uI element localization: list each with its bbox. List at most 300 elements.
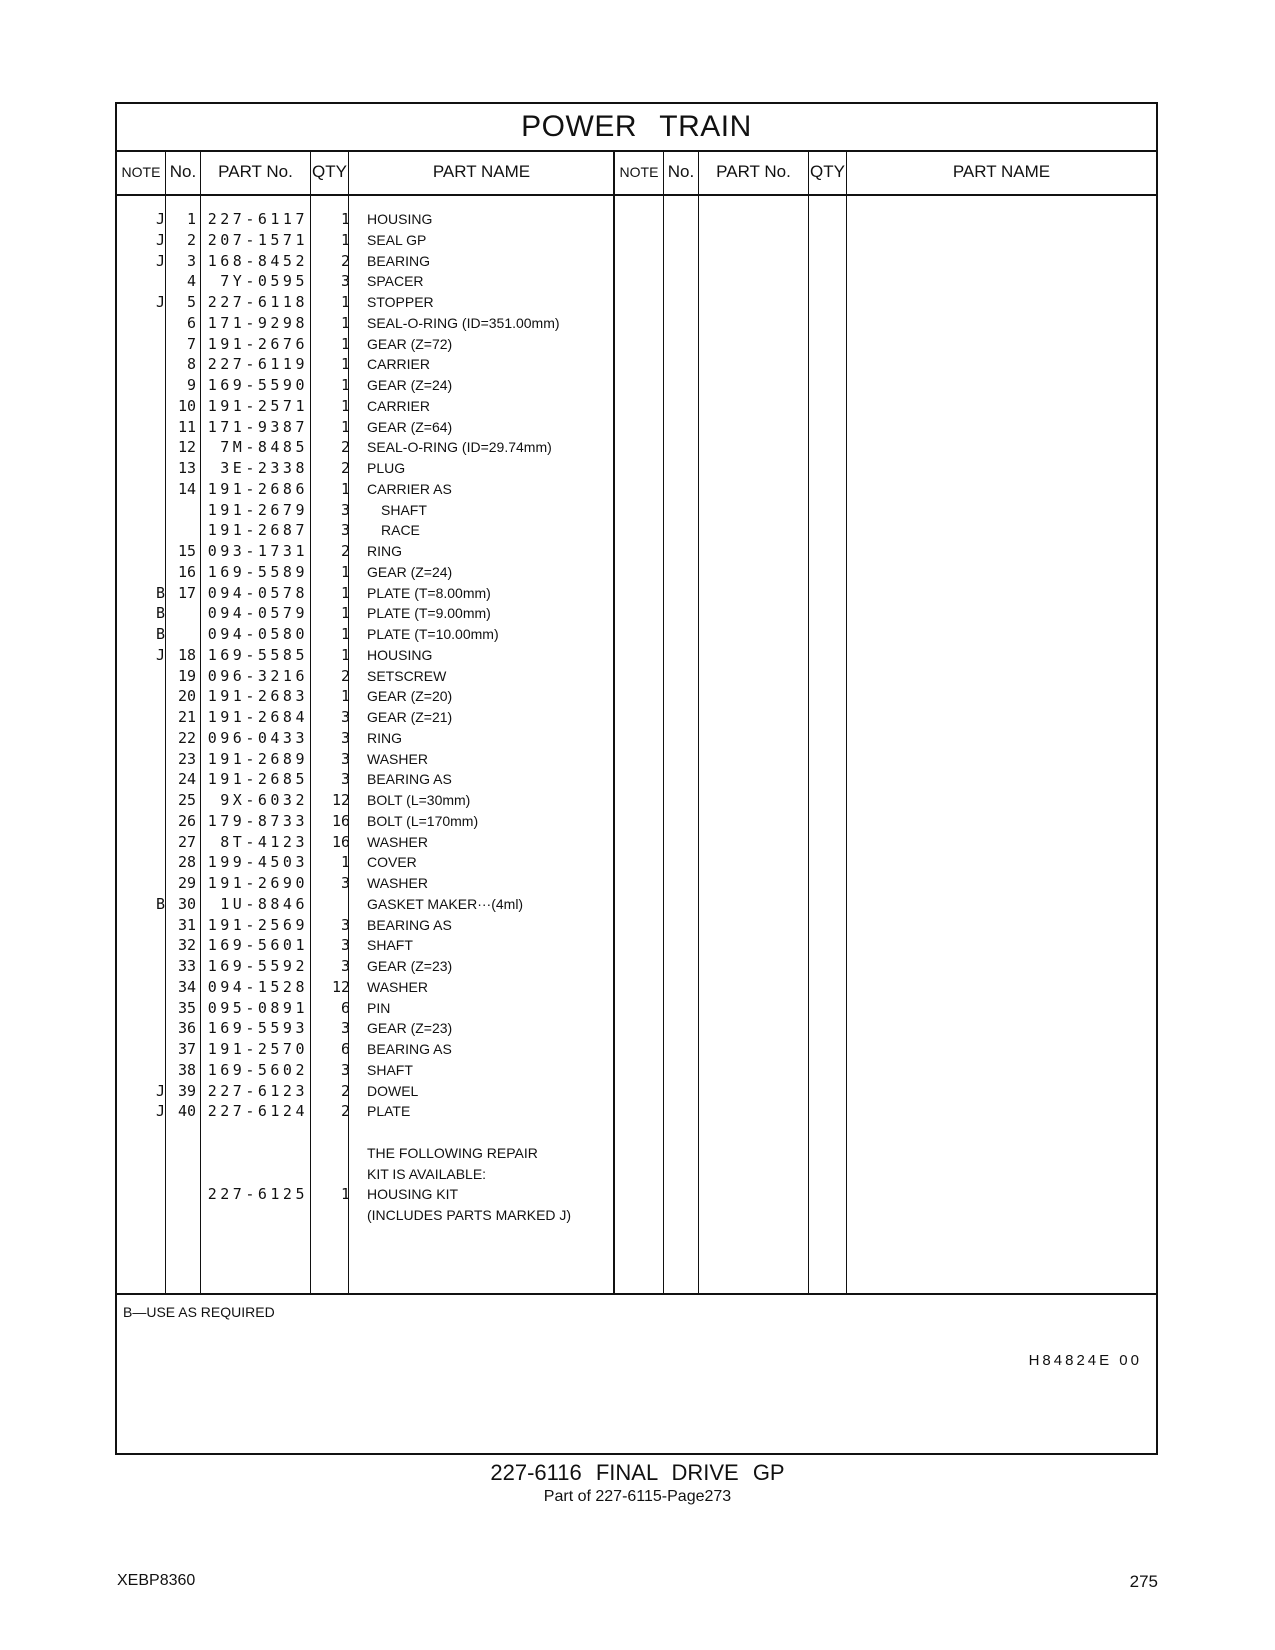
quantity-cell: 1 xyxy=(340,645,350,664)
part-number-cell: 168-8452 xyxy=(207,251,308,270)
part-number-cell: 096-3216 xyxy=(207,666,308,685)
quantity-cell xyxy=(318,893,350,915)
item-number-cell: 15 xyxy=(177,542,196,560)
note-cell: B xyxy=(155,604,165,623)
quantity-cell: 6 xyxy=(340,998,350,1017)
part-number-cell xyxy=(202,1204,308,1226)
document-id: XEBP8360 xyxy=(117,1572,196,1589)
part-name-cell: SETSCREW xyxy=(367,667,447,684)
table-row xyxy=(117,1121,613,1143)
note-cell xyxy=(117,706,165,728)
part-name-cell: SEAL GP xyxy=(367,231,427,248)
part-name-cell: GEAR (Z=24) xyxy=(367,563,453,580)
note-cell xyxy=(117,519,165,541)
part-number-cell: 191-2571 xyxy=(207,396,308,415)
table-row xyxy=(117,893,613,915)
quantity-cell: 3 xyxy=(340,915,350,934)
group-caption-sub: Part of 227-6115-Page273 xyxy=(543,1488,732,1505)
part-name-cell: BEARING xyxy=(367,252,431,269)
part-number-cell xyxy=(202,1142,308,1164)
quantity-cell: 3 xyxy=(340,957,350,975)
part-number-cell: 094-0580 xyxy=(207,625,308,643)
item-number-cell xyxy=(166,602,196,624)
part-number-cell: 169-5589 xyxy=(207,562,308,581)
item-number-cell: 10 xyxy=(177,396,196,415)
item-number-cell: 14 xyxy=(177,479,196,498)
table-row xyxy=(117,851,613,873)
part-name-cell: SHAFT xyxy=(367,1061,413,1078)
note-cell: J xyxy=(155,210,165,228)
part-number-cell: 7Y-0595 xyxy=(220,272,308,291)
table-row xyxy=(117,1183,613,1205)
header-note-left: NOTE xyxy=(121,164,161,180)
quantity-cell: 1 xyxy=(340,396,350,415)
part-name-cell: BOLT (L=170mm) xyxy=(367,812,479,829)
quantity-cell: 3 xyxy=(340,874,350,892)
table-row xyxy=(117,665,613,687)
note-cell xyxy=(117,1121,165,1143)
table-row xyxy=(117,623,613,645)
part-name-cell: GASKET MAKER···(4ml) xyxy=(367,895,524,912)
header-part-name-left: PART NAME xyxy=(432,162,531,181)
part-number-cell: 227-6125 xyxy=(207,1185,308,1204)
parts-list xyxy=(117,194,1156,1293)
table-row xyxy=(117,478,613,500)
quantity-cell: 2 xyxy=(340,666,350,685)
note-cell xyxy=(117,1163,165,1185)
page-number: 275 xyxy=(1129,1572,1158,1591)
table-row xyxy=(117,250,613,272)
note-cell xyxy=(117,872,165,894)
item-number-cell: 2 xyxy=(186,230,196,249)
table-row xyxy=(117,748,613,770)
part-number-cell xyxy=(202,1121,308,1143)
item-number-cell: 35 xyxy=(177,998,196,1017)
quantity-cell: 3 xyxy=(340,1060,350,1079)
table-row xyxy=(117,1204,613,1226)
part-name-cell: GEAR (Z=20) xyxy=(367,688,453,705)
part-number-cell: 227-6118 xyxy=(207,293,308,311)
table-row xyxy=(117,1080,613,1102)
item-number-cell: 1 xyxy=(186,210,196,228)
item-number-cell: 38 xyxy=(177,1060,196,1079)
note-cell xyxy=(117,955,165,977)
note-cell xyxy=(117,1059,165,1081)
header-part-name-right: PART NAME xyxy=(952,162,1051,181)
part-number-cell: 191-2569 xyxy=(207,915,308,934)
item-number-cell xyxy=(166,1204,196,1226)
part-name-cell: HOUSING xyxy=(367,646,433,663)
header-note-right: NOTE xyxy=(619,164,659,180)
part-name-cell: WASHER xyxy=(367,978,428,995)
note-cell xyxy=(117,1204,165,1226)
table-row xyxy=(117,1100,613,1122)
quantity-cell: 2 xyxy=(340,459,350,477)
part-name-cell: THE FOLLOWING REPAIR xyxy=(367,1144,538,1161)
item-number-cell: 37 xyxy=(177,1040,196,1058)
quantity-cell: 1 xyxy=(340,417,350,436)
item-number-cell: 12 xyxy=(177,438,196,457)
part-name-cell: CARRIER AS xyxy=(367,480,452,497)
part-name-cell: CARRIER xyxy=(367,356,431,373)
part-name-cell: SEAL-O-RING (ID=29.74mm) xyxy=(367,439,552,456)
part-number-cell: 199-4503 xyxy=(207,853,308,872)
note-cell xyxy=(117,478,165,500)
table-row xyxy=(117,976,613,998)
quantity-cell: 3 xyxy=(340,936,350,955)
part-name-cell: BEARING AS xyxy=(367,1041,452,1057)
part-name-cell: RING xyxy=(367,543,402,559)
table-row xyxy=(117,229,613,251)
item-number-cell: 11 xyxy=(177,417,196,436)
table-row xyxy=(117,353,613,375)
note-cell xyxy=(117,436,165,458)
item-number-cell: 7 xyxy=(186,334,196,353)
part-name-cell: SEAL-O-RING (ID=351.00mm) xyxy=(367,314,560,331)
note-cell xyxy=(117,914,165,936)
note-cell xyxy=(117,540,165,562)
part-name-cell: GEAR (Z=21) xyxy=(367,709,453,725)
note-cell: J xyxy=(155,1081,165,1100)
part-name-cell: PLATE xyxy=(367,1103,411,1120)
part-number-cell: 191-2689 xyxy=(207,749,308,768)
part-name-cell: KIT IS AVAILABLE: xyxy=(367,1165,487,1182)
note-cell xyxy=(117,1183,165,1205)
table-row xyxy=(117,291,613,313)
note-cell xyxy=(117,831,165,853)
quantity-cell xyxy=(318,1142,350,1164)
group-caption: 227-6116 FINAL DRIVE GP xyxy=(490,1460,785,1485)
part-number-cell: 227-6124 xyxy=(207,1102,308,1121)
part-number-cell: 094-0578 xyxy=(207,583,308,602)
part-number-cell: 191-2686 xyxy=(207,479,308,498)
table-row xyxy=(117,602,613,624)
note-cell: B xyxy=(155,583,165,602)
item-number-cell xyxy=(166,623,196,645)
part-name-cell: BEARING AS xyxy=(367,771,452,788)
part-number-cell: 9X-6032 xyxy=(220,791,308,809)
table-row xyxy=(117,333,613,355)
item-number-cell: 28 xyxy=(177,853,196,872)
drawing-code: H84824E 00 xyxy=(1028,1352,1142,1369)
item-number-cell xyxy=(166,499,196,521)
note-cell xyxy=(117,374,165,396)
note-cell xyxy=(117,561,165,583)
part-number-cell: 191-2687 xyxy=(207,521,308,540)
part-name-cell: COVER xyxy=(367,854,417,871)
quantity-cell: 1 xyxy=(340,687,350,706)
part-name-cell: GEAR (Z=23) xyxy=(367,958,453,974)
part-name-cell: BOLT (L=30mm) xyxy=(367,792,471,808)
part-name-cell: PLATE (T=8.00mm) xyxy=(367,584,491,601)
part-name-cell: PLUG xyxy=(367,460,406,476)
quantity-cell xyxy=(318,1163,350,1185)
item-number-cell xyxy=(166,519,196,541)
table-row xyxy=(117,582,613,604)
item-number-cell: 9 xyxy=(186,376,196,394)
quantity-cell: 1 xyxy=(340,334,350,353)
table-row xyxy=(117,934,613,956)
part-number-cell: 191-2570 xyxy=(207,1040,308,1058)
part-number-cell: 191-2679 xyxy=(207,500,308,519)
part-number-cell: 169-5601 xyxy=(207,936,308,955)
part-name-cell: (INCLUDES PARTS MARKED J) xyxy=(367,1207,572,1223)
item-number-cell: 21 xyxy=(177,708,196,726)
item-number-cell: 30 xyxy=(177,894,196,913)
part-name-cell: DOWEL xyxy=(367,1082,419,1099)
part-number-cell: 093-1731 xyxy=(207,542,308,560)
quantity-cell: 1 xyxy=(340,853,350,872)
part-name-cell: WASHER xyxy=(367,875,428,891)
quantity-cell: 1 xyxy=(340,625,350,643)
quantity-cell: 1 xyxy=(340,355,350,374)
parts-table-frame xyxy=(115,102,1158,1455)
page-title: POWER TRAIN xyxy=(117,104,1156,152)
table-row xyxy=(117,997,613,1019)
item-number-cell: 24 xyxy=(177,770,196,789)
part-number-cell: 191-2684 xyxy=(207,708,308,726)
table-row xyxy=(117,457,613,479)
part-number-cell: 8T-4123 xyxy=(220,832,308,851)
note-cell xyxy=(117,748,165,770)
part-number-cell: 169-5593 xyxy=(207,1019,308,1038)
part-number-cell: 1U-8846 xyxy=(220,894,308,913)
note-cell xyxy=(117,976,165,998)
part-name-cell: SHAFT xyxy=(367,937,413,954)
item-number-cell: 32 xyxy=(177,936,196,955)
item-number-cell: 4 xyxy=(186,272,196,291)
note-cell xyxy=(117,727,165,749)
quantity-cell: 1 xyxy=(340,1185,350,1204)
table-row xyxy=(117,1059,613,1081)
note-cell xyxy=(117,312,165,334)
table-row xyxy=(117,727,613,749)
part-name-cell: HOUSING KIT xyxy=(367,1186,459,1203)
part-number-cell: 7M-8485 xyxy=(220,438,308,457)
quantity-cell: 1 xyxy=(340,230,350,249)
part-number-cell: 191-2685 xyxy=(207,770,308,789)
note-cell: J xyxy=(155,645,165,664)
quantity-cell: 3 xyxy=(340,521,350,540)
part-number-cell: 207-1571 xyxy=(207,230,308,249)
item-number-cell: 33 xyxy=(177,957,196,975)
quantity-cell: 1 xyxy=(340,479,350,498)
table-row xyxy=(117,685,613,707)
part-number-cell: 169-5590 xyxy=(207,376,308,394)
note-cell xyxy=(117,1142,165,1164)
part-name-cell xyxy=(367,1121,637,1143)
note-cell xyxy=(117,416,165,438)
part-name-cell: BEARING AS xyxy=(367,916,452,933)
item-number-cell: 39 xyxy=(177,1081,196,1100)
part-name-cell: WASHER xyxy=(367,833,428,850)
item-number-cell: 16 xyxy=(177,562,196,581)
part-number-cell: 095-0891 xyxy=(207,998,308,1017)
part-name-cell: CARRIER xyxy=(367,397,431,414)
part-number-cell: 3E-2338 xyxy=(220,459,308,477)
note-cell xyxy=(117,1038,165,1060)
quantity-cell: 2 xyxy=(340,542,350,560)
quantity-cell: 1 xyxy=(340,210,350,228)
item-number-cell: 5 xyxy=(186,293,196,311)
item-number-cell xyxy=(166,1183,196,1205)
table-row xyxy=(117,312,613,334)
note-cell xyxy=(117,395,165,417)
table-row xyxy=(117,810,613,832)
table-row xyxy=(117,955,613,977)
quantity-cell: 1 xyxy=(340,293,350,311)
table-row xyxy=(117,540,613,562)
quantity-cell: 1 xyxy=(340,313,350,332)
item-number-cell: 19 xyxy=(177,666,196,685)
item-number-cell: 20 xyxy=(177,687,196,706)
item-number-cell: 40 xyxy=(177,1102,196,1121)
part-name-cell: RING xyxy=(367,729,402,746)
part-number-cell: 191-2690 xyxy=(207,874,308,892)
header-no-left: No. xyxy=(169,162,197,181)
note-cell: B xyxy=(155,625,165,643)
item-number-cell: 3 xyxy=(186,251,196,270)
table-row xyxy=(117,768,613,790)
item-number-cell xyxy=(166,1121,196,1143)
quantity-cell: 12 xyxy=(331,791,350,809)
quantity-cell: 2 xyxy=(340,1081,350,1100)
part-name-cell: GEAR (Z=24) xyxy=(367,377,453,393)
table-header xyxy=(117,150,1156,196)
table-row xyxy=(117,561,613,583)
header-qty-left: QTY xyxy=(312,162,347,181)
part-name-cell: GEAR (Z=72) xyxy=(367,335,453,352)
footnote: B—USE AS REQUIRED xyxy=(123,1304,275,1320)
note-cell xyxy=(117,457,165,479)
part-number-cell: 179-8733 xyxy=(207,811,308,830)
item-number-cell: 27 xyxy=(177,832,196,851)
part-name-cell: GEAR (Z=64) xyxy=(367,418,453,435)
table-row xyxy=(117,395,613,417)
quantity-cell: 3 xyxy=(340,749,350,768)
item-number-cell: 34 xyxy=(177,977,196,996)
item-number-cell: 17 xyxy=(177,583,196,602)
quantity-cell: 16 xyxy=(331,811,350,830)
quantity-cell: 12 xyxy=(331,977,350,996)
table-row xyxy=(117,1163,613,1185)
part-number-cell: 169-5602 xyxy=(207,1060,308,1079)
part-name-cell: SHAFT xyxy=(381,501,427,518)
item-number-cell: 22 xyxy=(177,728,196,747)
item-number-cell: 13 xyxy=(177,459,196,477)
quantity-cell: 3 xyxy=(340,272,350,291)
quantity-cell: 1 xyxy=(340,376,350,394)
item-number-cell: 18 xyxy=(177,645,196,664)
part-number-cell: 169-5585 xyxy=(207,645,308,664)
part-number-cell: 227-6117 xyxy=(207,210,308,228)
note-cell: J xyxy=(155,251,165,270)
item-number-cell: 25 xyxy=(177,791,196,809)
part-number-cell: 191-2676 xyxy=(207,334,308,353)
part-number-cell: 171-9298 xyxy=(207,313,308,332)
table-row xyxy=(117,416,613,438)
table-row xyxy=(117,1017,613,1039)
quantity-cell: 1 xyxy=(340,562,350,581)
table-row xyxy=(117,519,613,541)
item-number-cell: 29 xyxy=(177,874,196,892)
quantity-cell: 1 xyxy=(340,604,350,623)
note-cell xyxy=(117,997,165,1019)
table-row xyxy=(117,789,613,811)
note-cell: B xyxy=(155,894,165,913)
part-number-cell: 191-2683 xyxy=(207,687,308,706)
item-number-cell: 6 xyxy=(186,313,196,332)
quantity-cell: 2 xyxy=(340,251,350,270)
part-number-cell: 096-0433 xyxy=(207,728,308,747)
table-row xyxy=(117,872,613,894)
part-name-cell: HOUSING xyxy=(367,211,433,227)
table-row xyxy=(117,499,613,521)
quantity-cell: 3 xyxy=(340,708,350,726)
quantity-cell: 3 xyxy=(340,500,350,519)
note-cell xyxy=(117,685,165,707)
part-name-cell: PIN xyxy=(367,999,391,1016)
note-cell xyxy=(117,789,165,811)
table-row xyxy=(117,831,613,853)
part-number-cell: 227-6119 xyxy=(207,355,308,374)
part-number-cell: 227-6123 xyxy=(207,1081,308,1100)
table-row xyxy=(117,436,613,458)
part-name-cell: WASHER xyxy=(367,750,428,767)
note-cell xyxy=(117,1017,165,1039)
part-number-cell: 169-5592 xyxy=(207,957,308,975)
part-name-cell: PLATE (T=10.00mm) xyxy=(367,626,499,642)
item-number-cell: 31 xyxy=(177,915,196,934)
note-cell xyxy=(117,270,165,292)
note-cell: J xyxy=(155,230,165,249)
note-cell xyxy=(117,499,165,521)
part-number-cell xyxy=(202,1163,308,1185)
item-number-cell: 23 xyxy=(177,749,196,768)
table-row xyxy=(117,1142,613,1164)
table-row xyxy=(117,1038,613,1060)
item-number-cell xyxy=(166,1163,196,1185)
note-cell xyxy=(117,665,165,687)
part-number-cell: 094-0579 xyxy=(207,604,308,623)
item-number-cell: 26 xyxy=(177,811,196,830)
header-part-no-left: PART No. xyxy=(218,162,293,181)
footer-divider xyxy=(117,1293,1156,1295)
note-cell xyxy=(117,934,165,956)
header-no-right: No. xyxy=(667,162,695,181)
note-cell xyxy=(117,333,165,355)
part-name-cell: PLATE (T=9.00mm) xyxy=(367,605,491,622)
table-row xyxy=(117,914,613,936)
quantity-cell: 3 xyxy=(340,728,350,747)
part-number-cell: 094-1528 xyxy=(207,977,308,996)
table-row xyxy=(117,644,613,666)
note-cell xyxy=(117,851,165,873)
part-number-cell: 171-9387 xyxy=(207,417,308,436)
quantity-cell: 6 xyxy=(340,1040,350,1058)
table-row xyxy=(117,374,613,396)
note-cell: J xyxy=(155,293,165,311)
item-number-cell xyxy=(166,1142,196,1164)
quantity-cell: 2 xyxy=(340,1102,350,1121)
item-number-cell: 36 xyxy=(177,1019,196,1038)
quantity-cell: 1 xyxy=(340,583,350,602)
note-cell xyxy=(117,768,165,790)
quantity-cell: 2 xyxy=(340,438,350,457)
header-part-no-right: PART No. xyxy=(716,162,791,181)
quantity-cell xyxy=(318,1121,350,1143)
note-cell xyxy=(117,353,165,375)
